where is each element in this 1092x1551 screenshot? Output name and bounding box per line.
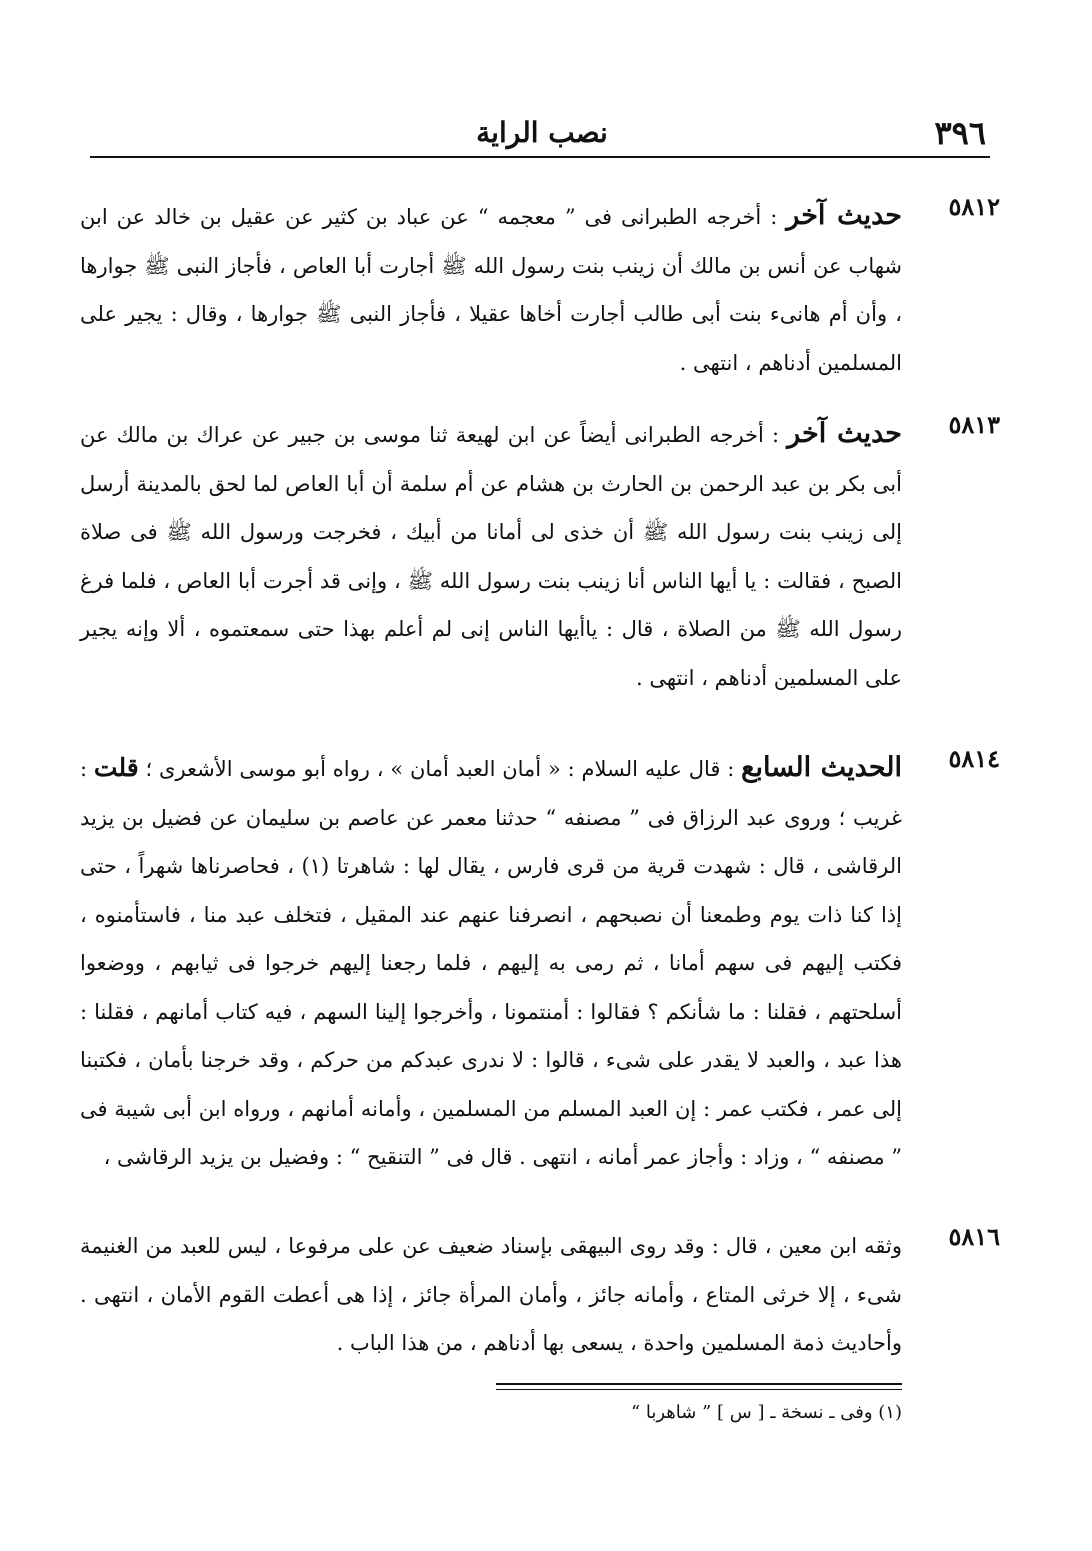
page-header [92, 108, 992, 158]
entry-body: : أخرجه الطبرانى فى ” معجمه “ عن عباد بن كثير عن عقيل بن خالد عن ابن شهاب عن أنس بن مالك أن زينب بنت رسول الله ﷺ أجارت أبا العاص ، فأجاز النبى ﷺ جوارها ، وأن أم هانىء بنت أبى طالب أجارت أخاها عقيلا ، فأجاز النبى ﷺ جوارها ، وقال : يجير على المسلمين أدناهم ، انتهى . [80, 205, 902, 375]
footnote-rule-thin [496, 1389, 902, 1390]
entry-text [80, 410, 902, 702]
entry-number: ٥٨١٦ [948, 1222, 1000, 1251]
page-number: ٣٩٦ [934, 114, 986, 152]
entry-lead: حديث آخر [787, 418, 902, 449]
entry-body: : أخرجه الطبرانى أيضاً عن ابن لهيعة ثنا موسى بن جبير عن عراك بن مالك عن أبى بكر بن عبد الرحمن بن الحارث بن هشام عن أم سلمة أن أبا العاص لما لحق بالمدينة أرسل إلى زينب بنت رسول الله ﷺ أن خذى لى أمانا من أبيك ، فخرجت ورسول الله ﷺ فى صلاة الصبح ، فقالت : يا أيها الناس أنا زينب بنت رسول الله ﷺ ، وإنى قد أجرت أبا العاص ، فلما فرغ رسول الله ﷺ من الصلاة ، قال : ياأيها الناس إنى لم أعلم بهذا حتى سمعتموه ، ألا وإنه يجير على المسلمين أدناهم ، انتهى . [80, 423, 902, 690]
entry-lead: الحديث السابع [741, 752, 902, 783]
qult-marker: قلت [93, 753, 139, 782]
entry-5816 [80, 1222, 1000, 1372]
entry-text [80, 192, 902, 387]
header-rule [90, 156, 990, 158]
entry-number: ٥٨١٣ [948, 410, 1000, 439]
entry-lead: حديث آخر [786, 200, 902, 231]
entry-number: ٥٨١٤ [948, 744, 1000, 773]
entry-text [80, 1222, 902, 1368]
entry-body: وثقه ابن معين ، قال : وقد روى البيهقى بإسناد ضعيف عن على مرفوعا ، ليس للعبد من الغنيمة شىء ، إلا خرثى المتاع ، وأمانه جائز ، وأمان المرأة جائز ، إذا هى أعطت القوم الأمان ، انتهى . وأحاديث ذمة المسلمين واحدة ، يسعى بها أدناهم ، من هذا الباب . [80, 1234, 902, 1355]
footnote: (١) وفى ـ نسخة ـ [ س ] ” شاهربا “ [630, 1402, 902, 1423]
entry-body-intro: : قال عليه السلام : « أمان العبد أمان » ، رواه أبو موسى الأشعرى ؛ [138, 757, 742, 781]
entry-5813 [80, 410, 1000, 720]
running-title: نصب الراية [476, 116, 608, 149]
entry-5814 [80, 744, 1000, 1214]
entry-text [80, 744, 902, 1182]
entry-body: : غريب ؛ وروى عبد الرزاق فى ” مصنفه “ حدثنا معمر عن عاصم بن سليمان عن فضيل بن يزيد الرقاشى ، قال : شهدت قرية من قرى فارس ، يقال لها : شاهرتا (١) ، فحاصرناها شهراً ، حتى إذا كنا ذات يوم وطمعنا أن نصبحهم ، انصرفنا عنهم عند المقيل ، فتخلف عبد منا ، فاستأمنوه ، فكتب إليهم فى سهم أمانا ، ثم رمى به إليهم ، فلما رجعنا إليهم خرجوا فى ثيابهم ، ووضعوا أسلحتهم ، فقلنا : ما شأنكم ؟ فقالوا : أمنتمونا ، وأخرجوا إلينا السهم ، فيه كتاب أمانهم ، فقلنا : هذا عبد ، والعبد لا يقدر على شىء ، قالوا : لا ندرى عبدكم من حركم ، وقد خرجنا بأمان ، فكتبنا إلى عمر ، فكتب عمر : إن العبد المسلم من المسلمين ، وأمانه أمانهم ، ورواه ابن أبى شيبة فى ” مصنفه “ ، وزاد : وأجاز عمر أمانه ، انتهى . قال فى ” التنقيح “ : وفضيل بن يزيد الرقاشى ، [80, 757, 902, 1169]
entry-5812 [80, 192, 1000, 392]
footnote-rule [496, 1383, 902, 1385]
entry-number: ٥٨١٢ [948, 192, 1000, 221]
